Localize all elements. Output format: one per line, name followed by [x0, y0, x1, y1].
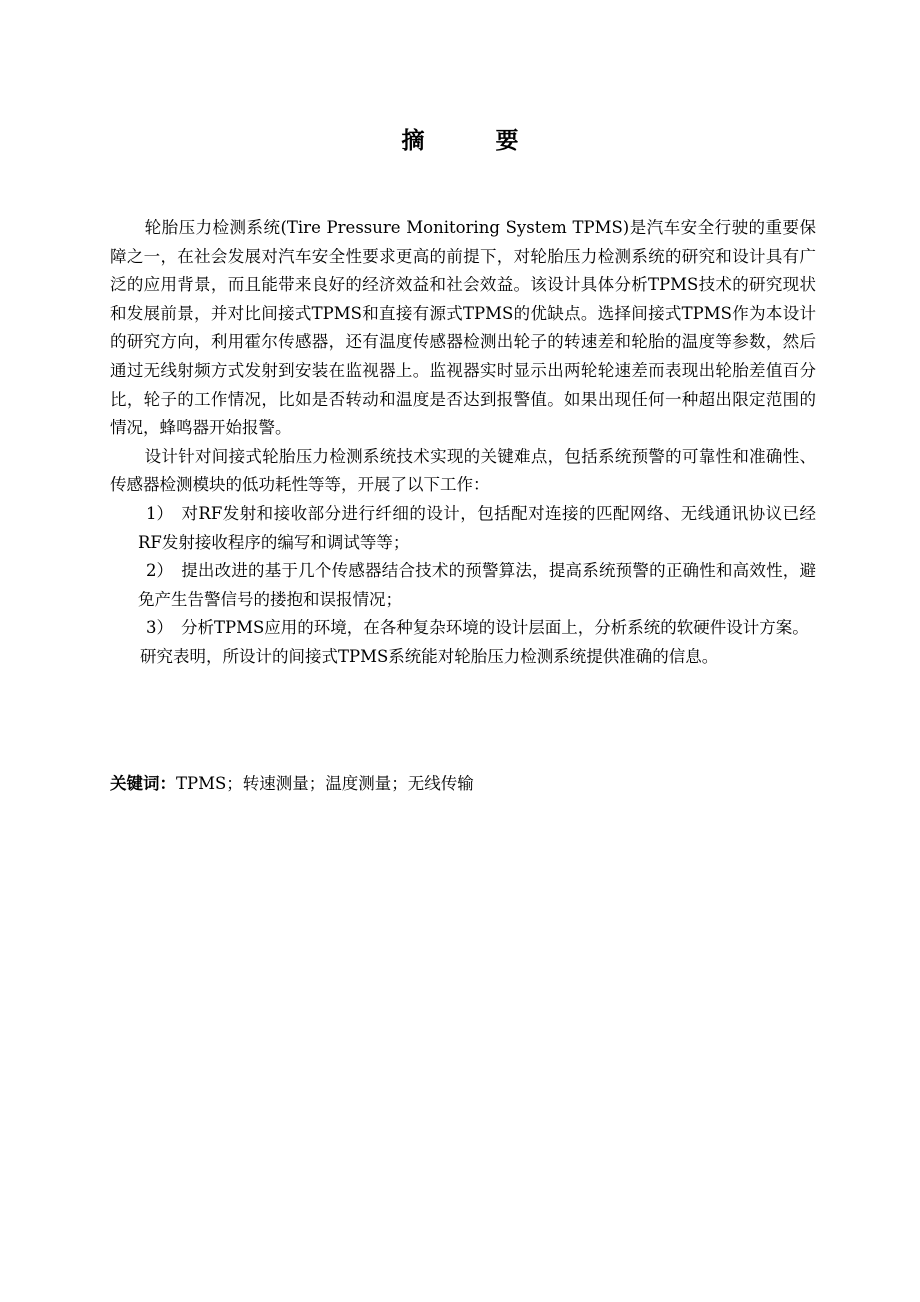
- list-item: [110, 557, 816, 614]
- page-title: 摘 要: [401, 127, 543, 154]
- keywords-line: [110, 770, 474, 798]
- conclusion-paragraph: 研究表明，所设计的间接式TPMS系统能对轮胎压力检测系统提供准确的信息。: [140, 646, 719, 666]
- list-item-number: 1）: [146, 503, 173, 523]
- keywords-value: TPMS；转速测量；温度测量；无线传输: [176, 774, 474, 793]
- list-item: [110, 614, 816, 643]
- list-item-number: 3）: [146, 618, 173, 638]
- work-intro-paragraph: 设计针对间接式轮胎压力检测系统技术实现的关键难点，包括系统预警的可靠性和准确性、传感器检测模块的低功耗性等等，开展了以下工作：: [110, 446, 816, 495]
- list-item-text: 分析TPMS应用的环境，在各种复杂环境的设计层面上，分析系统的软硬件设计方案。: [181, 618, 809, 638]
- list-item-text: 对RF发射和接收部分进行纤细的设计，包括配对连接的匹配网络、无线通讯协议已经RF发射接收程序的编写和调试等等；: [138, 503, 816, 552]
- list-item: [110, 500, 816, 557]
- keywords-label: 关键词：: [110, 774, 176, 793]
- intro-paragraph: 轮胎压力检测系统(Tire Pressure Monitoring System TPMS)是汽车安全行驶的重要保障之一，在社会发展对汽车安全性要求更高的前提下，对轮胎压力检测系统的研究和设计具有广泛的应用背景，而且能带来良好的经济效益和社会效益。该设计具体分析TPMS技术的研究现状和发展前景，并对比间接式TPMS和直接有源式TPMS的优缺点。选择间接式TPMS作为本设计的研究方向，利用霍尔传感器，还有温度传感器检测出轮子的转速差和轮胎的温度等参数，然后通过无线射频方式发射到安装在监视器上。监视器实时显示出两轮轮速差而表现出轮胎差值百分比，轮子的工作情况，比如是否转动和温度是否达到报警值。如果出现任何一种超出限定范围的情况，蜂鸣器开始报警。: [110, 218, 816, 438]
- list-item-text: 提出改进的基于几个传感器结合技术的预警算法，提高系统预警的正确性和高效性，避免产生告警信号的搂抱和误报情况；: [138, 561, 816, 609]
- abstract-body: [110, 214, 816, 672]
- list-item-number: 2）: [146, 561, 173, 581]
